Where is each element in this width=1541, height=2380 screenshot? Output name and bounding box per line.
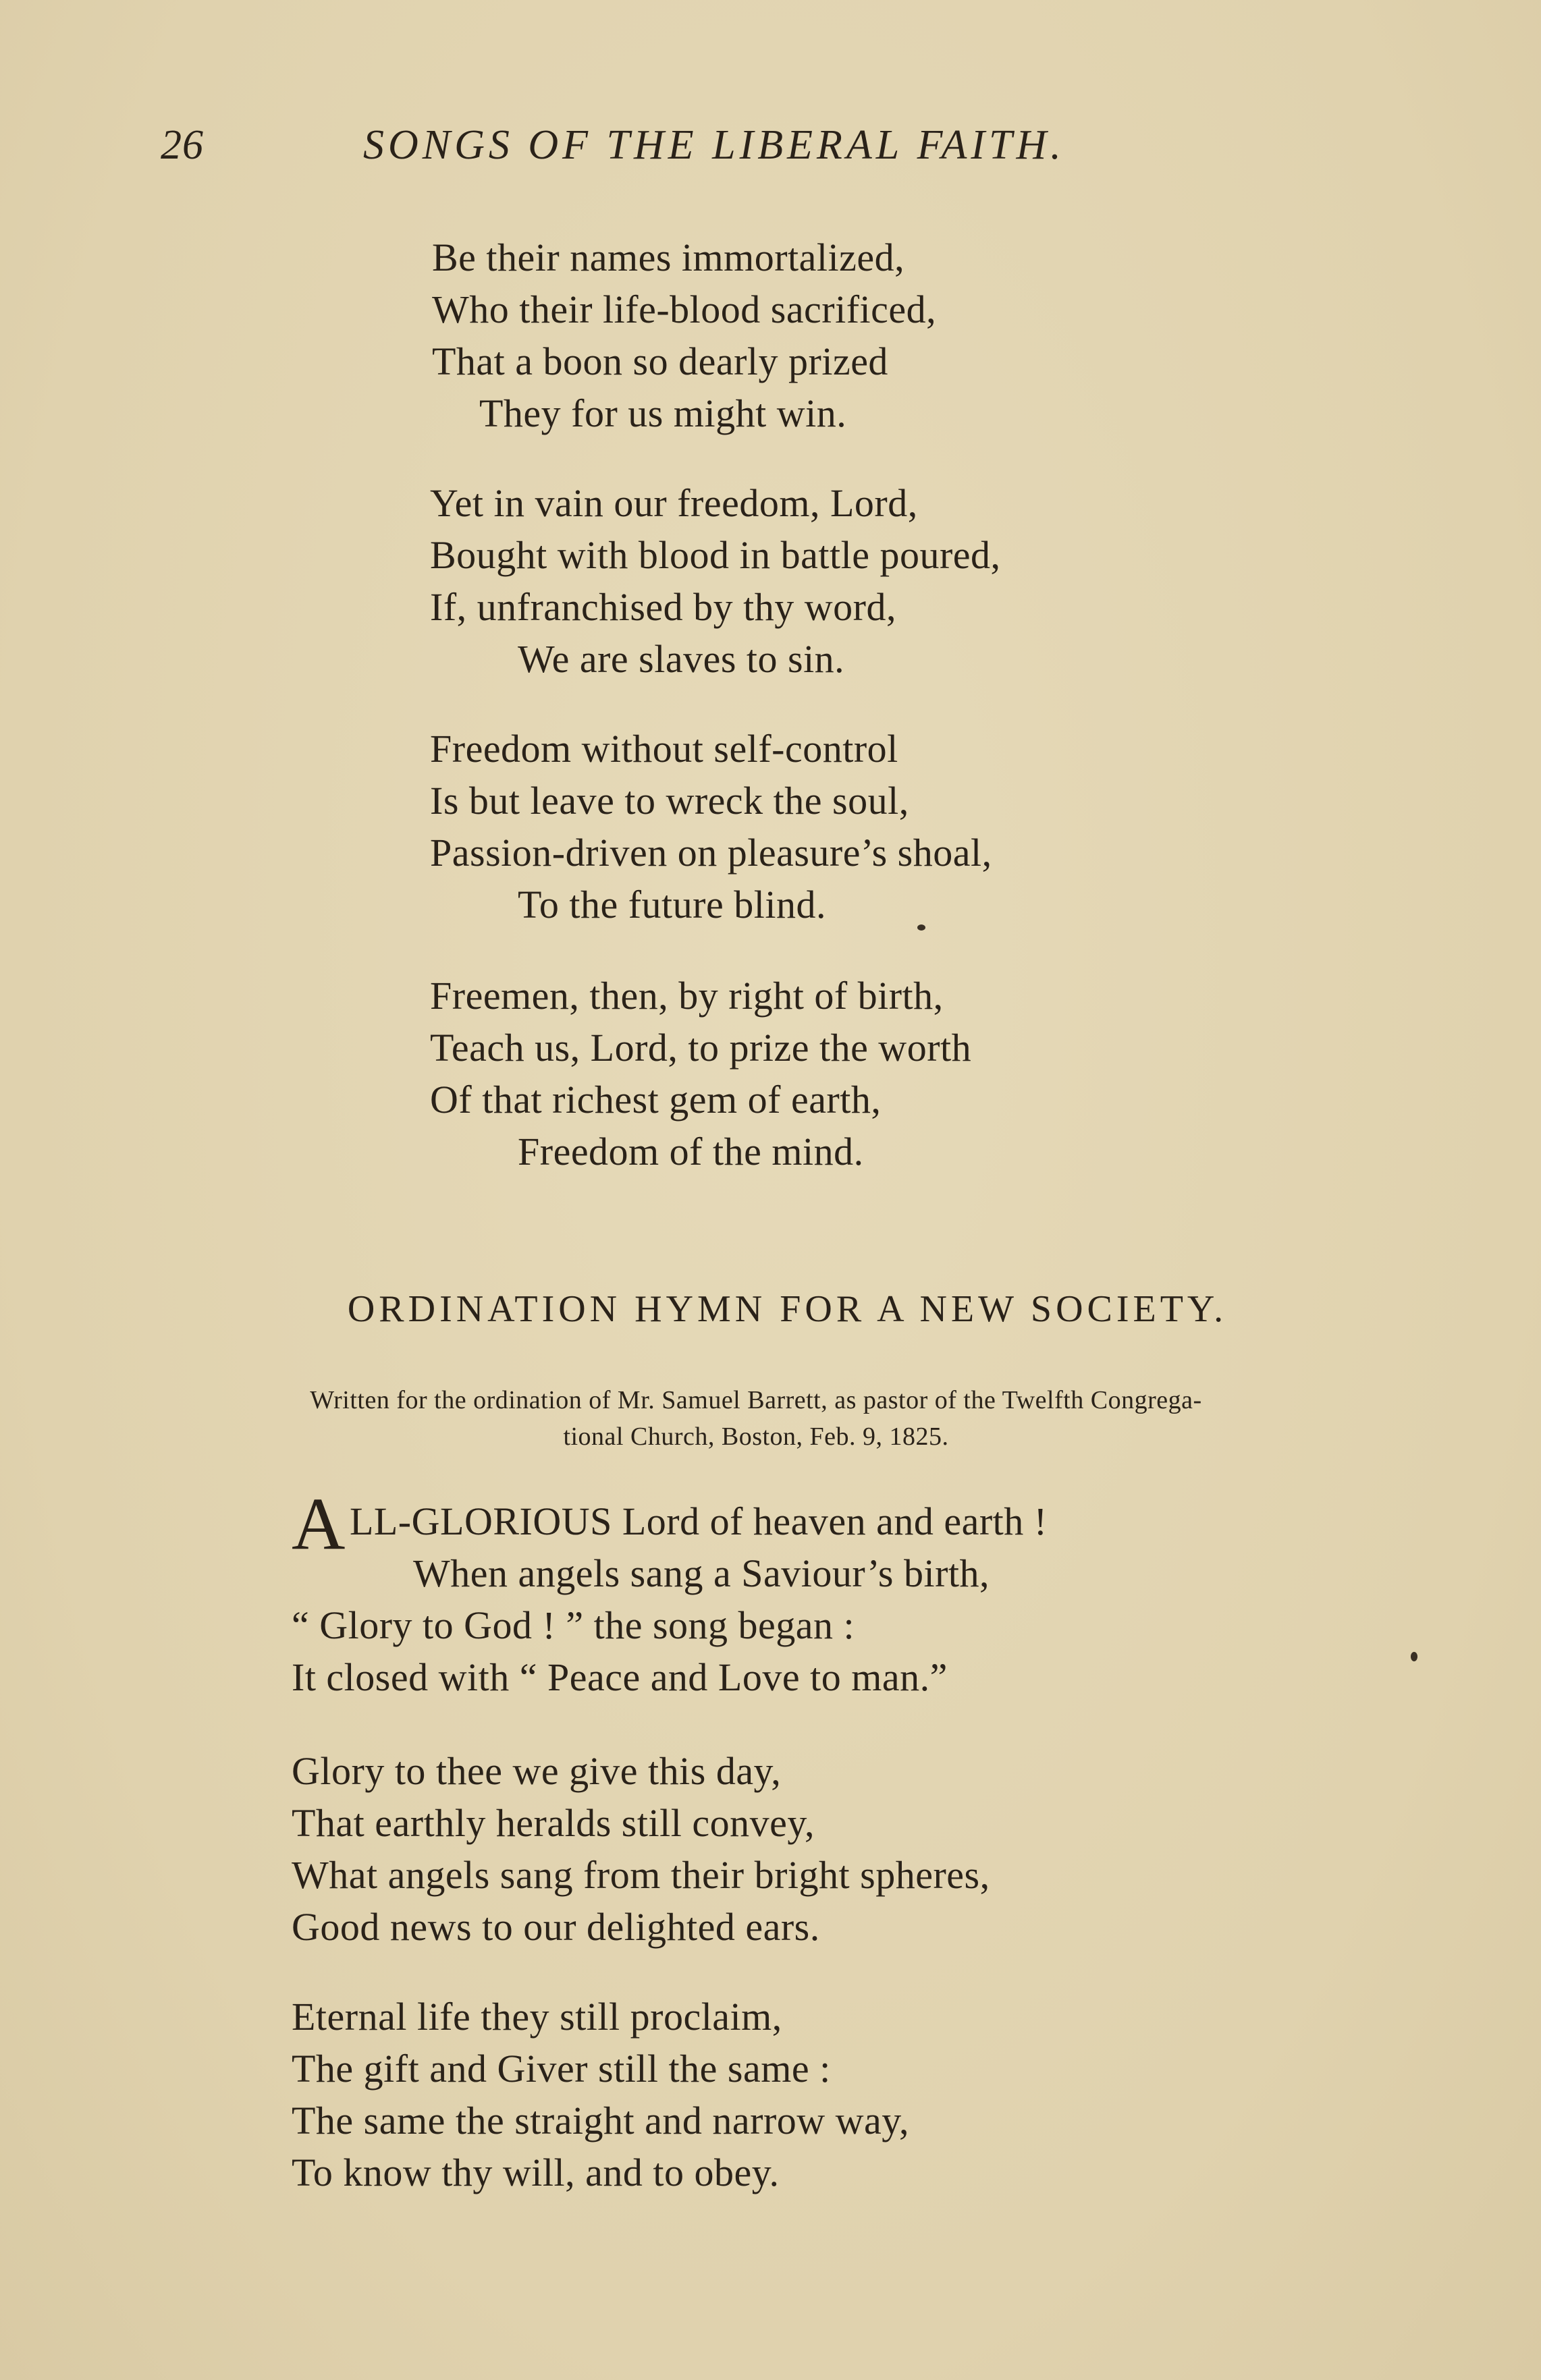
poem-line: To know thy will, and to obey.	[292, 2151, 780, 2194]
poem-line: It closed with “ Peace and Love to man.”	[292, 1655, 948, 1699]
hymn-note	[175, 1382, 1336, 1455]
poem-line: LL-GLORIOUS Lord of heaven and earth !	[349, 1499, 1048, 1543]
poem-line: To the future blind.	[518, 883, 826, 926]
poem-line: What angels sang from their bright spheres,	[292, 1853, 990, 1897]
drop-cap: A	[292, 1483, 346, 1565]
poem-line: The gift and Giver still the same :	[292, 2047, 831, 2091]
poem1-stanza-3	[430, 723, 992, 931]
poem-line: Eternal life they still proclaim,	[292, 1995, 782, 2039]
poem-line: Freemen, then, by right of birth,	[430, 974, 944, 1018]
poem-line: Be their names immortalized,	[432, 236, 905, 279]
poem-line: Bought with blood in battle poured,	[430, 533, 1001, 577]
poem1-stanza-1	[432, 231, 936, 439]
poem-line: Glory to thee we give this day,	[292, 1749, 782, 1793]
poem-line: “ Glory to God ! ” the song began :	[292, 1603, 855, 1647]
hymn-title: ORDINATION HYMN FOR A NEW SOCIETY.	[347, 1288, 1228, 1330]
poem1-stanza-4	[430, 970, 971, 1178]
poem-line: Passion-driven on pleasure’s shoal,	[430, 831, 992, 875]
hymn-stanza-2	[292, 1745, 990, 1953]
poem-line: Teach us, Lord, to prize the worth	[430, 1026, 972, 1070]
poem-line: They for us might win.	[479, 391, 847, 435]
poem-line: Of that richest gem of earth,	[430, 1078, 882, 1122]
poem-line: The same the straight and narrow way,	[292, 2099, 910, 2142]
page-header	[0, 121, 1541, 175]
running-title: SONGS OF THE LIBERAL FAITH.	[363, 122, 1065, 168]
poem-line: That earthly heralds still convey,	[292, 1801, 815, 1845]
poem-line: That a boon so dearly prized	[432, 339, 888, 383]
poem-line: Good news to our delighted ears.	[292, 1905, 820, 1949]
hymn-note-line-1: Written for the ordination of Mr. Samuel Barrett, as pastor of the Twelfth Congrega-	[310, 1386, 1202, 1414]
ink-speck	[917, 924, 925, 931]
hymn-stanza-1	[292, 1483, 1304, 1703]
page-number: 26	[161, 122, 204, 168]
poem-line: Is but leave to wreck the soul,	[430, 779, 909, 823]
hymn-note-line-2: tional Church, Boston, Feb. 9, 1825.	[563, 1422, 949, 1451]
poem-line: Yet in vain our freedom, Lord,	[430, 481, 918, 525]
hymn-first-line	[292, 1483, 1304, 1565]
ink-speck	[1411, 1652, 1417, 1661]
poem-line: We are slaves to sin.	[518, 637, 845, 681]
hymn-stanza-3	[292, 1991, 909, 2198]
poem-line: Who their life-blood sacrificed,	[432, 287, 937, 331]
poem-line: When angels sang a Saviour’s birth,	[413, 1551, 990, 1595]
poem-line: Freedom of the mind.	[518, 1130, 864, 1173]
poem-line: If, unfranchised by thy word,	[430, 585, 896, 629]
poem1-stanza-2	[430, 477, 1001, 685]
poem-line: Freedom without self-control	[430, 727, 898, 771]
